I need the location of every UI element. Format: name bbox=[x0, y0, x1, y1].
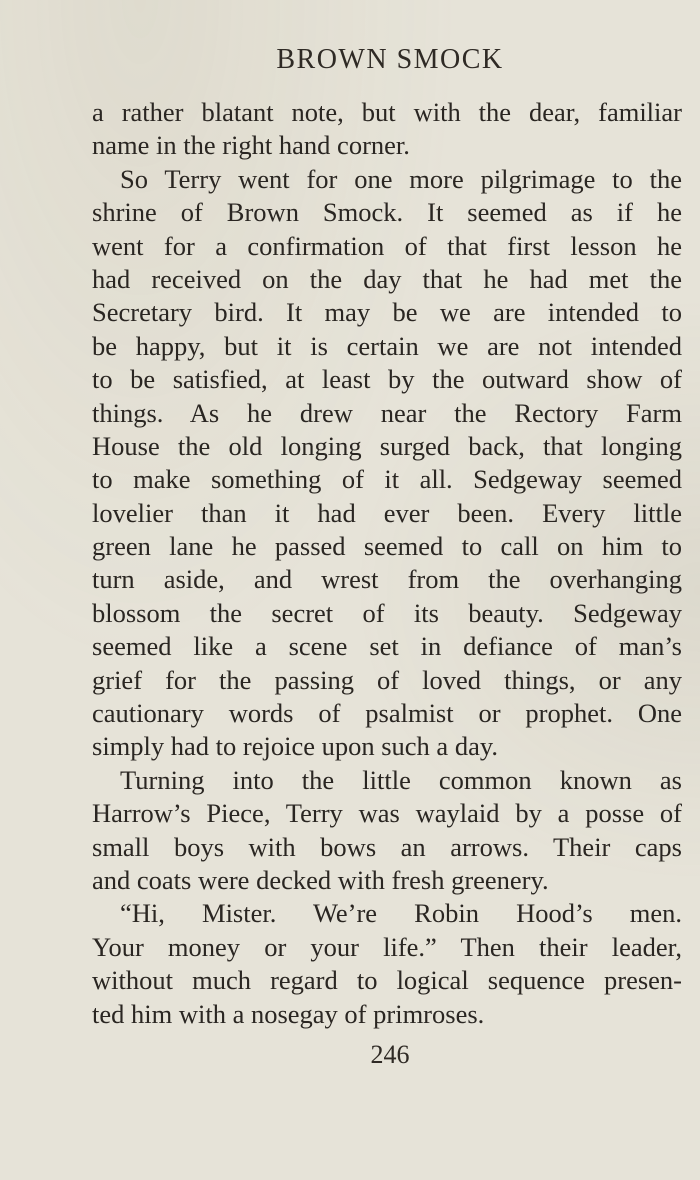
text-line: Turning into the little common known as bbox=[120, 764, 682, 795]
text-line: simply had to rejoice upon such a day. bbox=[92, 731, 498, 762]
text-line: to make something of it all. Sedgeway seemed bbox=[92, 464, 682, 495]
text-line: lovelier than it had ever been. Every little bbox=[92, 497, 682, 528]
text-line: went for a confirmation of that first lesson he bbox=[92, 230, 682, 261]
text-line: grief for the passing of loved things, or any bbox=[92, 664, 682, 695]
text-line: green lane he passed seemed to call on him to bbox=[92, 531, 682, 562]
text-line: and coats were decked with fresh greenery. bbox=[92, 864, 549, 895]
running-head: BROWN SMOCK bbox=[276, 44, 504, 75]
text-line: House the old longing surged back, that longing bbox=[92, 430, 682, 461]
text-line: Harrow’s Piece, Terry was waylaid by a posse of bbox=[92, 798, 682, 829]
text-line: things. As he drew near the Rectory Farm bbox=[92, 397, 682, 428]
text-line: “Hi, Mister. We’re Robin Hood’s men. bbox=[120, 898, 682, 929]
text-line: without much regard to logical sequence presen- bbox=[92, 965, 682, 996]
body-text bbox=[92, 96, 682, 1031]
text-line: be happy, but it is certain we are not intended bbox=[92, 330, 682, 361]
text-line: name in the right hand corner. bbox=[92, 130, 410, 161]
text-line: seemed like a scene set in defiance of man’s bbox=[92, 631, 682, 662]
text-line: Secretary bird. It may be we are intended to bbox=[92, 297, 682, 328]
page-number: 246 bbox=[370, 1040, 410, 1069]
text-line: ted him with a nosegay of primroses. bbox=[92, 998, 485, 1029]
text-line: small boys with bows an arrows. Their caps bbox=[92, 831, 682, 862]
text-line: cautionary words of psalmist or prophet. One bbox=[92, 698, 682, 729]
text-line: turn aside, and wrest from the overhanging bbox=[92, 564, 682, 595]
text-line: blossom the secret of its beauty. Sedgeway bbox=[92, 597, 682, 628]
text-line: shrine of Brown Smock. It seemed as if he bbox=[92, 197, 682, 228]
text-line: So Terry went for one more pilgrimage to the bbox=[120, 163, 682, 194]
text-line: had received on the day that he had met the bbox=[92, 263, 682, 294]
text-line: Your money or your life.” Then their leader, bbox=[92, 931, 682, 962]
text-line: to be satisfied, at least by the outward show of bbox=[92, 364, 682, 395]
text-line: a rather blatant note, but with the dear, familiar bbox=[92, 97, 682, 127]
